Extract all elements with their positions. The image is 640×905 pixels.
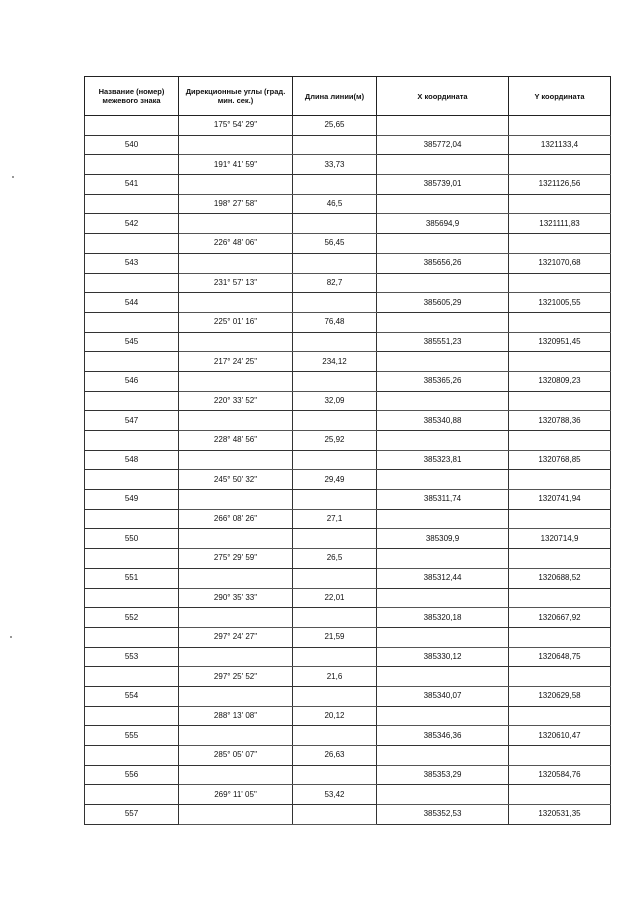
point-row <box>85 529 611 549</box>
directional-angle-cell <box>179 214 293 234</box>
x-coordinate-cell: 385323,81 <box>377 450 509 470</box>
segment-row <box>85 352 611 372</box>
point-name-cell <box>85 549 179 569</box>
x-coordinate-cell <box>377 234 509 254</box>
directional-angle-cell <box>179 686 293 706</box>
directional-angle-cell <box>179 765 293 785</box>
x-coordinate-cell <box>377 116 509 136</box>
directional-angle-cell <box>179 175 293 195</box>
point-name-cell: 550 <box>85 529 179 549</box>
point-name-cell <box>85 116 179 136</box>
y-coordinate-cell <box>509 785 611 805</box>
point-row <box>85 253 611 273</box>
directional-angle-cell: 225° 01' 16" <box>179 312 293 332</box>
y-coordinate-cell: 1320667,92 <box>509 608 611 628</box>
directional-angle-cell: 290° 35' 33" <box>179 588 293 608</box>
segment-row <box>85 391 611 411</box>
y-coordinate-cell <box>509 273 611 293</box>
directional-angle-cell: 269° 11' 05" <box>179 785 293 805</box>
y-coordinate-cell <box>509 706 611 726</box>
directional-angle-cell: 288° 13' 08" <box>179 706 293 726</box>
point-name-cell <box>85 588 179 608</box>
point-row <box>85 175 611 195</box>
point-name-cell: 542 <box>85 214 179 234</box>
line-length-cell: 26,5 <box>293 549 377 569</box>
y-coordinate-cell <box>509 155 611 175</box>
line-length-cell: 22,01 <box>293 588 377 608</box>
x-coordinate-cell <box>377 194 509 214</box>
point-name-cell <box>85 470 179 490</box>
line-length-cell: 26,63 <box>293 746 377 766</box>
point-row <box>85 135 611 155</box>
point-name-cell <box>85 391 179 411</box>
line-length-cell <box>293 686 377 706</box>
directional-angle-cell <box>179 608 293 628</box>
y-coordinate-cell: 1320648,75 <box>509 647 611 667</box>
x-coordinate-cell: 385694,9 <box>377 214 509 234</box>
segment-row <box>85 234 611 254</box>
x-coordinate-cell: 385605,29 <box>377 293 509 313</box>
line-length-cell: 21,6 <box>293 667 377 687</box>
point-name-cell: 546 <box>85 371 179 391</box>
point-row <box>85 568 611 588</box>
x-coordinate-cell <box>377 549 509 569</box>
segment-row <box>85 116 611 136</box>
y-coordinate-cell: 1321005,55 <box>509 293 611 313</box>
line-length-cell <box>293 371 377 391</box>
line-length-cell <box>293 450 377 470</box>
line-length-cell: 46,5 <box>293 194 377 214</box>
x-coordinate-cell <box>377 509 509 529</box>
point-row <box>85 332 611 352</box>
segment-row <box>85 785 611 805</box>
x-coordinate-cell: 385352,53 <box>377 805 509 825</box>
segment-row <box>85 706 611 726</box>
line-length-cell: 32,09 <box>293 391 377 411</box>
point-row <box>85 450 611 470</box>
line-length-cell: 82,7 <box>293 273 377 293</box>
directional-angle-cell <box>179 450 293 470</box>
point-name-cell: 548 <box>85 450 179 470</box>
point-name-cell <box>85 155 179 175</box>
scan-speck <box>12 176 14 178</box>
line-length-cell <box>293 608 377 628</box>
directional-angle-cell <box>179 371 293 391</box>
x-coordinate-cell <box>377 588 509 608</box>
y-coordinate-cell: 1320531,35 <box>509 805 611 825</box>
point-name-cell: 541 <box>85 175 179 195</box>
y-coordinate-cell <box>509 509 611 529</box>
directional-angle-cell <box>179 805 293 825</box>
x-coordinate-cell: 385551,23 <box>377 332 509 352</box>
header-x-coordinate: X координата <box>377 77 509 116</box>
directional-angle-cell: 285° 05' 07" <box>179 746 293 766</box>
x-coordinate-cell: 385320,18 <box>377 608 509 628</box>
segment-row <box>85 588 611 608</box>
directional-angle-cell: 245° 50' 32" <box>179 470 293 490</box>
y-coordinate-cell <box>509 746 611 766</box>
directional-angle-cell <box>179 490 293 510</box>
point-name-cell <box>85 627 179 647</box>
point-name-cell: 543 <box>85 253 179 273</box>
directional-angle-cell <box>179 135 293 155</box>
point-name-cell <box>85 352 179 372</box>
point-name-cell: 557 <box>85 805 179 825</box>
point-name-cell <box>85 273 179 293</box>
y-coordinate-cell: 1320741,94 <box>509 490 611 510</box>
y-coordinate-cell: 1321133,4 <box>509 135 611 155</box>
x-coordinate-cell <box>377 785 509 805</box>
point-name-cell: 555 <box>85 726 179 746</box>
segment-row <box>85 470 611 490</box>
point-row <box>85 647 611 667</box>
line-length-cell: 53,42 <box>293 785 377 805</box>
point-name-cell <box>85 194 179 214</box>
point-name-cell <box>85 785 179 805</box>
y-coordinate-cell <box>509 470 611 490</box>
point-name-cell <box>85 667 179 687</box>
header-point-name: Название (номер) межевого знака <box>85 77 179 116</box>
point-name-cell <box>85 431 179 451</box>
directional-angle-cell <box>179 253 293 273</box>
point-name-cell: 549 <box>85 490 179 510</box>
y-coordinate-cell <box>509 116 611 136</box>
point-row <box>85 686 611 706</box>
point-name-cell: 554 <box>85 686 179 706</box>
x-coordinate-cell: 385772,04 <box>377 135 509 155</box>
point-row <box>85 293 611 313</box>
point-row <box>85 765 611 785</box>
segment-row <box>85 667 611 687</box>
segment-row <box>85 549 611 569</box>
point-name-cell <box>85 234 179 254</box>
point-name-cell: 544 <box>85 293 179 313</box>
coordinates-sheet <box>84 76 610 825</box>
x-coordinate-cell: 385311,74 <box>377 490 509 510</box>
directional-angle-cell: 226° 48' 06" <box>179 234 293 254</box>
x-coordinate-cell <box>377 312 509 332</box>
directional-angle-cell: 191° 41' 59" <box>179 155 293 175</box>
directional-angle-cell: 228° 48' 56" <box>179 431 293 451</box>
directional-angle-cell <box>179 568 293 588</box>
line-length-cell <box>293 568 377 588</box>
y-coordinate-cell: 1320788,36 <box>509 411 611 431</box>
y-coordinate-cell <box>509 627 611 647</box>
line-length-cell <box>293 726 377 746</box>
header-y-coordinate: Y координата <box>509 77 611 116</box>
directional-angle-cell: 198° 27' 58" <box>179 194 293 214</box>
line-length-cell <box>293 529 377 549</box>
y-coordinate-cell <box>509 431 611 451</box>
y-coordinate-cell <box>509 352 611 372</box>
y-coordinate-cell <box>509 312 611 332</box>
directional-angle-cell: 297° 25' 52" <box>179 667 293 687</box>
x-coordinate-cell: 385656,26 <box>377 253 509 273</box>
point-name-cell: 540 <box>85 135 179 155</box>
point-name-cell: 551 <box>85 568 179 588</box>
x-coordinate-cell: 385365,26 <box>377 371 509 391</box>
y-coordinate-cell: 1320610,47 <box>509 726 611 746</box>
directional-angle-cell <box>179 529 293 549</box>
line-length-cell <box>293 175 377 195</box>
header-directional-angle: Дирекционные углы (град. мин. сек.) <box>179 77 293 116</box>
y-coordinate-cell <box>509 667 611 687</box>
x-coordinate-cell <box>377 746 509 766</box>
line-length-cell <box>293 805 377 825</box>
line-length-cell: 234,12 <box>293 352 377 372</box>
directional-angle-cell: 297° 24' 27" <box>179 627 293 647</box>
x-coordinate-cell <box>377 352 509 372</box>
y-coordinate-cell: 1320768,85 <box>509 450 611 470</box>
point-row <box>85 411 611 431</box>
x-coordinate-cell: 385346,36 <box>377 726 509 746</box>
point-row <box>85 726 611 746</box>
directional-angle-cell: 266° 08' 26" <box>179 509 293 529</box>
segment-row <box>85 746 611 766</box>
x-coordinate-cell <box>377 667 509 687</box>
line-length-cell <box>293 647 377 667</box>
line-length-cell <box>293 253 377 273</box>
y-coordinate-cell <box>509 194 611 214</box>
point-name-cell: 553 <box>85 647 179 667</box>
x-coordinate-cell <box>377 431 509 451</box>
y-coordinate-cell: 1320584,76 <box>509 765 611 785</box>
x-coordinate-cell: 385340,88 <box>377 411 509 431</box>
header-line-length: Длина линии(м) <box>293 77 377 116</box>
y-coordinate-cell: 1320951,45 <box>509 332 611 352</box>
y-coordinate-cell: 1320714,9 <box>509 529 611 549</box>
point-row <box>85 490 611 510</box>
line-length-cell <box>293 214 377 234</box>
directional-angle-cell <box>179 726 293 746</box>
line-length-cell <box>293 765 377 785</box>
line-length-cell: 20,12 <box>293 706 377 726</box>
y-coordinate-cell <box>509 588 611 608</box>
directional-angle-cell: 275° 29' 59" <box>179 549 293 569</box>
point-name-cell <box>85 312 179 332</box>
table-header-row <box>85 77 611 116</box>
line-length-cell <box>293 411 377 431</box>
y-coordinate-cell: 1321070,68 <box>509 253 611 273</box>
line-length-cell: 25,65 <box>293 116 377 136</box>
y-coordinate-cell: 1320629,58 <box>509 686 611 706</box>
line-length-cell: 56,45 <box>293 234 377 254</box>
point-row <box>85 805 611 825</box>
x-coordinate-cell: 385312,44 <box>377 568 509 588</box>
line-length-cell <box>293 490 377 510</box>
directional-angle-cell: 231° 57' 13" <box>179 273 293 293</box>
line-length-cell <box>293 293 377 313</box>
line-length-cell: 21,59 <box>293 627 377 647</box>
directional-angle-cell <box>179 293 293 313</box>
segment-row <box>85 194 611 214</box>
line-length-cell: 29,49 <box>293 470 377 490</box>
boundary-coordinates-table <box>84 76 611 825</box>
directional-angle-cell: 175° 54' 29" <box>179 116 293 136</box>
point-row <box>85 214 611 234</box>
y-coordinate-cell: 1320688,52 <box>509 568 611 588</box>
segment-row <box>85 431 611 451</box>
x-coordinate-cell <box>377 155 509 175</box>
line-length-cell: 25,92 <box>293 431 377 451</box>
y-coordinate-cell: 1321126,56 <box>509 175 611 195</box>
point-row <box>85 371 611 391</box>
y-coordinate-cell: 1320809,23 <box>509 371 611 391</box>
directional-angle-cell: 220° 33' 52" <box>179 391 293 411</box>
x-coordinate-cell <box>377 273 509 293</box>
scan-speck <box>10 636 12 638</box>
y-coordinate-cell: 1321111,83 <box>509 214 611 234</box>
directional-angle-cell <box>179 332 293 352</box>
y-coordinate-cell <box>509 391 611 411</box>
point-name-cell <box>85 746 179 766</box>
point-row <box>85 608 611 628</box>
x-coordinate-cell: 385353,29 <box>377 765 509 785</box>
segment-row <box>85 155 611 175</box>
x-coordinate-cell <box>377 470 509 490</box>
x-coordinate-cell: 385340,07 <box>377 686 509 706</box>
x-coordinate-cell: 385739,01 <box>377 175 509 195</box>
segment-row <box>85 627 611 647</box>
line-length-cell: 76,48 <box>293 312 377 332</box>
x-coordinate-cell: 385330,12 <box>377 647 509 667</box>
directional-angle-cell <box>179 411 293 431</box>
line-length-cell: 27,1 <box>293 509 377 529</box>
x-coordinate-cell: 385309,9 <box>377 529 509 549</box>
directional-angle-cell <box>179 647 293 667</box>
line-length-cell: 33,73 <box>293 155 377 175</box>
line-length-cell <box>293 332 377 352</box>
point-name-cell: 552 <box>85 608 179 628</box>
table-body <box>85 116 611 825</box>
x-coordinate-cell <box>377 706 509 726</box>
x-coordinate-cell <box>377 627 509 647</box>
x-coordinate-cell <box>377 391 509 411</box>
point-name-cell <box>85 509 179 529</box>
y-coordinate-cell <box>509 549 611 569</box>
directional-angle-cell: 217° 24' 25" <box>179 352 293 372</box>
segment-row <box>85 312 611 332</box>
segment-row <box>85 273 611 293</box>
segment-row <box>85 509 611 529</box>
point-name-cell: 556 <box>85 765 179 785</box>
point-name-cell: 545 <box>85 332 179 352</box>
line-length-cell <box>293 135 377 155</box>
point-name-cell: 547 <box>85 411 179 431</box>
y-coordinate-cell <box>509 234 611 254</box>
point-name-cell <box>85 706 179 726</box>
